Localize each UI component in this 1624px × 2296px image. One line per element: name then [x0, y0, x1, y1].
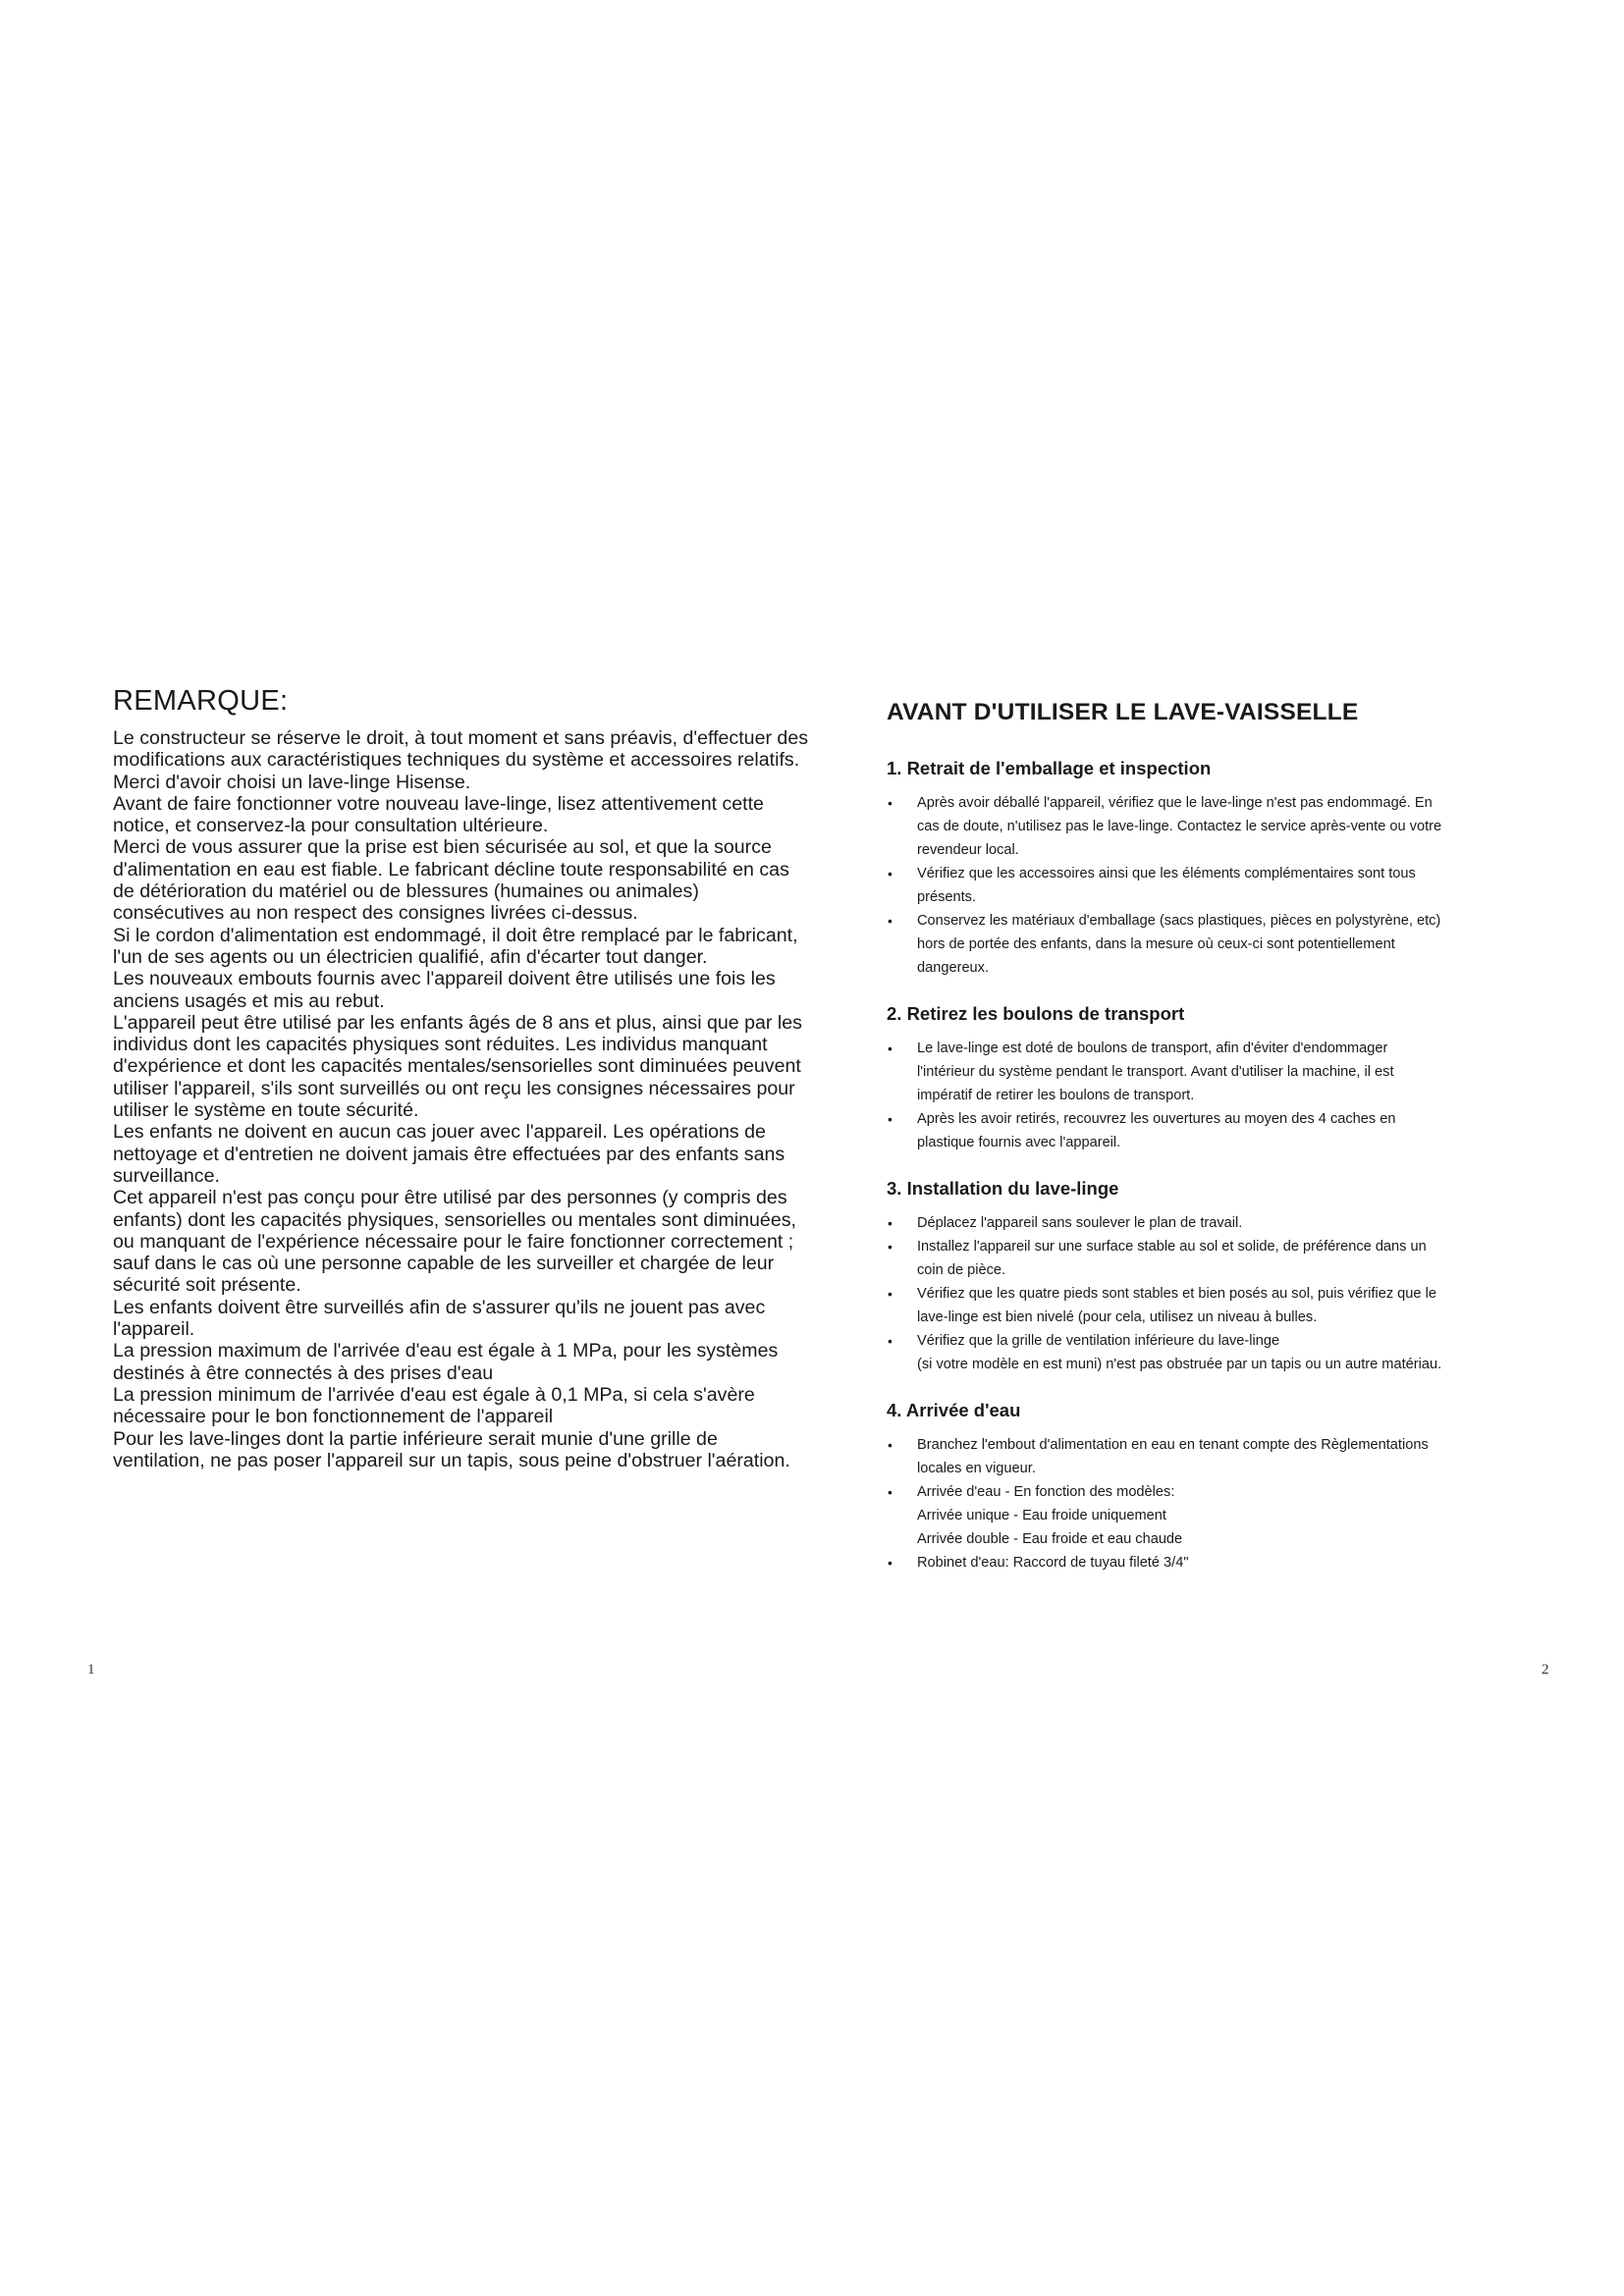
bullet-icon: • — [888, 1111, 893, 1127]
list-item-line: Après les avoir retirés, recouvrez les ouvertures au moyen des 4 caches en — [917, 1111, 1396, 1127]
list-item-line: présents. — [917, 889, 977, 905]
remarque-paragraph: Merci d'avoir choisi un lave-linge Hisense. — [113, 771, 471, 793]
bullet-icon: • — [888, 1555, 893, 1571]
list-item-line: Déplacez l'appareil sans soulever le plan de travail. — [917, 1215, 1243, 1231]
remarque-paragraph: Pour les lave-linges dont la partie inférieure serait munie d'une grille de ventilation, ne pas poser l'appareil sur un tapis, sous peine d'obstruer l'aération. — [113, 1427, 790, 1471]
list-item-line: coin de pièce. — [917, 1262, 1006, 1278]
page-title: AVANT D'UTILISER LE LAVE-VAISSELLE — [887, 699, 1359, 725]
remarque-paragraph: L'appareil peut être utilisé par les enfants âgés de 8 ans et plus, ainsi que par les individus dont les capacités physiques sont réduites. Les individus manquant d'expérience et dont les capacités mentales/sensorielles sont diminuées peuvent utiliser l'appareil, s'ils sont surveillés ou ont reçu les consignes nécessaires pour utiliser le système en toute sécurité. — [113, 1011, 802, 1122]
section-title: 1. Retrait de l'emballage et inspection — [887, 758, 1212, 778]
list-item — [887, 1480, 1554, 1551]
list-item — [887, 909, 1554, 980]
remarque-paragraph: Merci de vous assurer que la prise est bien sécurisée au sol, et que la source d'alimentation en eau est fiable. Le fabricant décline toute responsabilité en cas de détérioration du matériel ou de blessures (humaines ou animales) consécutives au non respect des consignes livrées ci-dessus. — [113, 836, 789, 925]
list-item-line: Vérifiez que les quatre pieds sont stables et bien posés au sol, puis vérifiez que le — [917, 1286, 1436, 1302]
list-item-line: Conservez les matériaux d'emballage (sacs plastiques, pièces en polystyrène, etc) — [917, 913, 1441, 929]
bullet-list — [887, 1037, 1554, 1154]
list-item-line: (si votre modèle en est muni) n'est pas obstruée par un tapis ou un autre matériau. — [917, 1357, 1442, 1372]
list-item-line: Arrivée double - Eau froide et eau chaude — [917, 1531, 1183, 1547]
list-item-line: plastique fournis avec l'appareil. — [917, 1135, 1121, 1150]
list-item-line: hors de portée des enfants, dans la mesure où ceux-ci sont potentiellement — [917, 936, 1395, 952]
list-item-line: locales en vigueur. — [917, 1461, 1036, 1476]
list-item — [887, 1433, 1554, 1480]
list-item — [887, 1235, 1554, 1282]
remarque-paragraph: La pression maximum de l'arrivée d'eau est égale à 1 MPa, pour les systèmes destinés à être connectés à des prises d'eau — [113, 1340, 779, 1384]
bullet-icon: • — [888, 866, 893, 881]
list-item-line: cas de doute, n'utilisez pas le lave-linge. Contactez le service après-vente ou votre — [917, 819, 1442, 834]
remarque-paragraph: Le constructeur se réserve le droit, à tout moment et sans préavis, d'effectuer des modifications aux caractéristiques techniques du système et accessoires relatifs. — [113, 727, 809, 772]
list-item — [887, 862, 1554, 909]
list-item-line: lave-linge est bien nivelé (pour cela, utilisez un niveau à bulles. — [917, 1309, 1318, 1325]
remarque-paragraph: La pression minimum de l'arrivée d'eau est égale à 0,1 MPa, si cela s'avère nécessaire pour le bon fonctionnement de l'appareil — [113, 1383, 755, 1428]
list-item-line: Robinet d'eau: Raccord de tuyau fileté 3/4" — [917, 1555, 1189, 1571]
list-item-line: impératif de retirer les boulons de transport. — [917, 1088, 1195, 1103]
list-item-line: Vérifiez que la grille de ventilation inférieure du lave-linge — [917, 1333, 1280, 1349]
list-item-line: Le lave-linge est doté de boulons de transport, afin d'éviter d'endommager — [917, 1041, 1388, 1056]
bullet-icon: • — [888, 795, 893, 811]
section-title: 2. Retirez les boulons de transport — [887, 1003, 1185, 1024]
list-item — [887, 1107, 1554, 1154]
section-title: 4. Arrivée d'eau — [887, 1400, 1021, 1420]
bullet-icon: • — [888, 1239, 893, 1255]
list-item-line: dangereux. — [917, 960, 990, 976]
instruction-section — [887, 758, 1554, 980]
list-item — [887, 791, 1554, 862]
list-item-line: Arrivée d'eau - En fonction des modèles: — [917, 1484, 1175, 1500]
remarque-paragraph: Les enfants ne doivent en aucun cas jouer avec l'appareil. Les opérations de nettoyage et d'entretien ne doivent jamais être effectuées par des enfants sans surveillance. — [113, 1121, 785, 1187]
instruction-section — [887, 1400, 1554, 1575]
list-item-line: Après avoir déballé l'appareil, vérifiez que le lave-linge n'est pas endommagé. En — [917, 795, 1433, 811]
list-item — [887, 1329, 1554, 1376]
right-page-content — [887, 699, 1554, 1598]
bullet-icon: • — [888, 1484, 893, 1500]
bullet-icon: • — [888, 1041, 893, 1056]
list-item-line: Vérifiez que les accessoires ainsi que les éléments complémentaires sont tous — [917, 866, 1416, 881]
instruction-sections — [887, 758, 1554, 1575]
remarque-paragraph: Les nouveaux embouts fournis avec l'appareil doivent être utilisés une fois les anciens usagés et mis au rebut. — [113, 968, 776, 1012]
remarque-heading: REMARQUE: — [113, 685, 289, 717]
bullet-list — [887, 1433, 1554, 1575]
bullet-icon: • — [888, 1333, 893, 1349]
list-item-line: Installez l'appareil sur une surface stable au sol et solide, de préférence dans un — [917, 1239, 1427, 1255]
list-item — [887, 1282, 1554, 1329]
bullet-icon: • — [888, 913, 893, 929]
bullet-list — [887, 791, 1554, 980]
remarque-body — [113, 727, 810, 1471]
list-item — [887, 1551, 1554, 1575]
instruction-section — [887, 1003, 1554, 1154]
left-page-content — [113, 685, 810, 1471]
instruction-section — [887, 1178, 1554, 1376]
bullet-list — [887, 1211, 1554, 1376]
bullet-icon: • — [888, 1437, 893, 1453]
bullet-icon: • — [888, 1215, 893, 1231]
list-item — [887, 1037, 1554, 1107]
page-number-right: 2 — [1542, 1662, 1549, 1678]
remarque-paragraph: Les enfants doivent être surveillés afin de s'assurer qu'ils ne jouent pas avec l'appareil. — [113, 1296, 766, 1341]
page-number-left: 1 — [87, 1662, 95, 1678]
remarque-paragraph: Si le cordon d'alimentation est endommagé, il doit être remplacé par le fabricant, l'un de ses agents ou un électricien qualifié, afin d'écarter tout danger. — [113, 924, 798, 968]
list-item-line: Arrivée unique - Eau froide uniquement — [917, 1508, 1166, 1523]
list-item — [887, 1211, 1554, 1235]
list-item-line: l'intérieur du système pendant le transport. Avant d'utiliser la machine, il est — [917, 1064, 1394, 1080]
list-item-line: Branchez l'embout d'alimentation en eau en tenant compte des Règlementations — [917, 1437, 1429, 1453]
remarque-paragraph: Cet appareil n'est pas conçu pour être utilisé par des personnes (y compris des enfants) dont les capacités physiques, sensorielles ou mentales sont diminuées, ou manquant de l'expérience nécessaire pour le faire fonctionner correctement ; sauf dans le cas où une personne capable de les surveiller et chargée de leur sécurité soit présente. — [113, 1187, 796, 1297]
section-title: 3. Installation du lave-linge — [887, 1178, 1119, 1199]
bullet-icon: • — [888, 1286, 893, 1302]
list-item-line: revendeur local. — [917, 842, 1019, 858]
remarque-paragraph: Avant de faire fonctionner votre nouveau lave-linge, lisez attentivement cette notice, et conservez-la pour consultation ultérieure. — [113, 792, 764, 837]
